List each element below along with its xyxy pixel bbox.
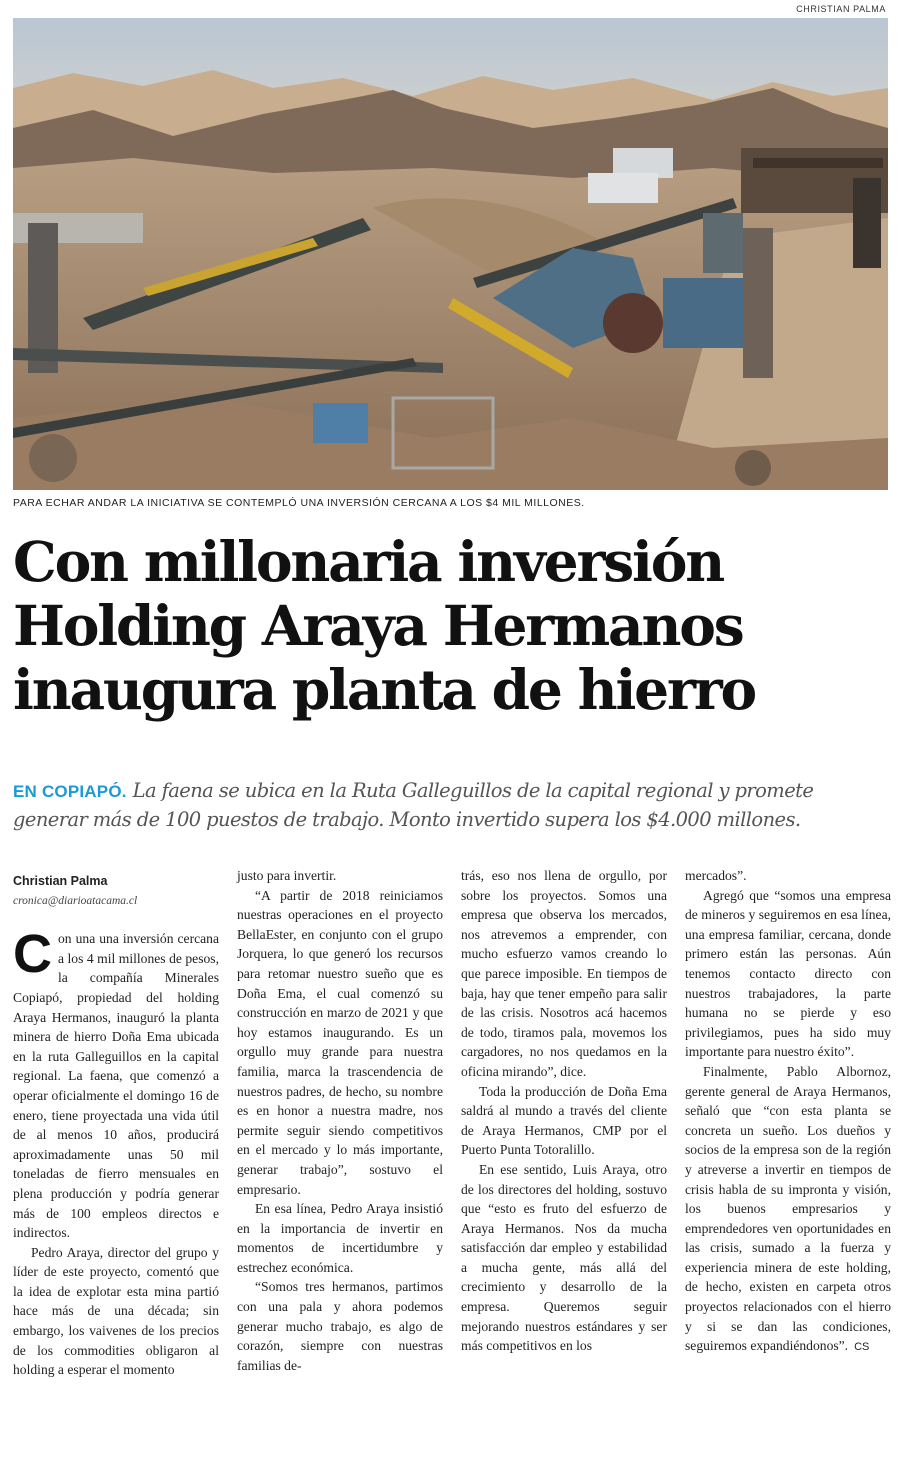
paragraph: Toda la producción de Doña Ema saldrá al mundo a través del cliente de Araya Hermanos, CMP por el Puerto Punta Totoralillo. [461, 1083, 667, 1158]
headline-line-2: Holding Araya Hermanos [13, 593, 743, 658]
headline-line-3: inaugura planta de hierro [13, 657, 755, 722]
byline-email: cronica@diarioatacama.cl [13, 894, 138, 907]
lead-location-label: EN COPIAPÓ. [13, 782, 127, 801]
paragraph: trás, eso nos llena de orgullo, por sobre los proyectos. Somos una empresa que observa los mercados, nos atrevemos a emprender, con mucho esfuerzo vamos creando lo que parece imposible. En tiempos de baja, hay que tener empeño para salir de las crisis. Nosotros acá hacemos de todo, tiramos pala, movemos los cargadores, no nos quedamos en la oficina mirando”, dice. [461, 868, 667, 1079]
photo-caption: PARA ECHAR ANDAR LA INICIATIVA SE CONTEMPLÓ UNA INVERSIÓN CERCANA A LOS $4 MIL MILLONES. [13, 497, 585, 509]
article-body [13, 866, 893, 1466]
lead-paragraph [13, 777, 893, 834]
paragraph: Pedro Araya, director del grupo y líder de este proyecto, comentó que la idea de explotar esta mina partió hace más de una década; sin embargo, los vaivenes de los precios de los commodities obligaron al holding a esperar el momento [13, 1244, 219, 1378]
mining-plant-illustration [13, 18, 888, 490]
headline-line-1: Con millonaria inversión [13, 529, 723, 594]
lead-text: La faena se ubica en la Ruta Galleguillos de la capital regional y promete generar más de 100 puestos de trabajo. Monto invertido supera los $4.000 millones. [13, 779, 814, 831]
paragraph: “A partir de 2018 reiniciamos nuestras operaciones en el proyecto BellaEster, en conjunto con el grupo Jorquera, lo que generó los recursos para retomar nuestro sueño que es Doña Ema, el cual comenzó su construcción en marzo de 2021 y que hoy estamos inaugurando. Es un orgullo muy grande para nuestra familia, marca la trascendencia de nuestros padres, de hecho, su nombre es en honor a nuestra madre, nos permite seguir siendo competitivos en el mercado y lo más importante, generar trabajo”, sostuvo el empresario. [237, 887, 443, 1197]
mining-plant-photo [13, 18, 888, 490]
end-mark: CS [854, 1341, 870, 1354]
paragraph: En esa línea, Pedro Araya insistió en la importancia de invertir en momentos de incertidumbre y estrechez económica. [237, 1201, 443, 1275]
paragraph: Agregó que “somos una empresa de mineros y seguiremos en esa línea, una empresa familiar, cercana, donde primero están las personas. Aún tenemos contacto directo con nuestros trabajadores, la parte humana no se pierde y eso privilegiamos, pues ha sido muy importante para nuestro éxito”. [685, 887, 891, 1060]
paragraph: Finalmente, Pablo Albornoz, gerente general de Araya Hermanos, señaló que “con esta planta se concreta un sueño. Los dueños y socios de la empresa son de la región y atreverse a invertir en tiempos de crisis habla de su impronta y visión, los buenos empresarios y emprendedores ven oportunidades en las crisis, sumado a la fuerza y experiencia minera de este holding, de hecho, existen en carpeta otros proyectos relacionados con el hierro y si se dan las condiciones, seguiremos expandiéndonos”. CS [685, 1063, 891, 1354]
paragraph: mercados”. [685, 868, 747, 883]
paragraph: “Somos tres hermanos, partimos con una pala y ahora podemos generar mucho trabajo, es algo de corazón, siempre con nuestras familias de- [237, 1279, 443, 1373]
column-3 [461, 866, 667, 1466]
column-1 [13, 866, 219, 1466]
photo-credit: CHRISTIAN PALMA [796, 4, 886, 14]
byline-author: Christian Palma [13, 874, 108, 888]
column-4 [685, 866, 891, 1466]
paragraph: Con una una inversión cercana a los 4 mil millones de pesos, la compañía Minerales Copiapó, propiedad del holding Araya Hermanos, inauguró la planta minera de hierro Doña Ema ubicada en la ruta Galleguillos en la capital regional. La faena, que comenzó a operar oficialmente el domingo 16 de enero, tiene proyectada una vida útil de al menos 10 años, producirá aproximadamente unas 50 mil toneladas de fierro mensuales en plena producción y podría generar más de 100 empleos directos e indirectos. [13, 924, 219, 1241]
paragraph: justo para invertir. [237, 868, 337, 883]
headline [13, 530, 893, 722]
drop-cap: C [13, 924, 52, 985]
paragraph: En ese sentido, Luis Araya, otro de los directores del holding, sostuvo que “esto es fruto del esfuerzo de Araya Hermanos. Nos da mucha satisfacción dar empleo y estabilidad a mucha gente, más allá del crecimiento y desarrollo de la empresa. Queremos seguir mejorando nuestros estándares y ser más competitivos en los [461, 1161, 667, 1354]
column-2 [237, 866, 443, 1466]
